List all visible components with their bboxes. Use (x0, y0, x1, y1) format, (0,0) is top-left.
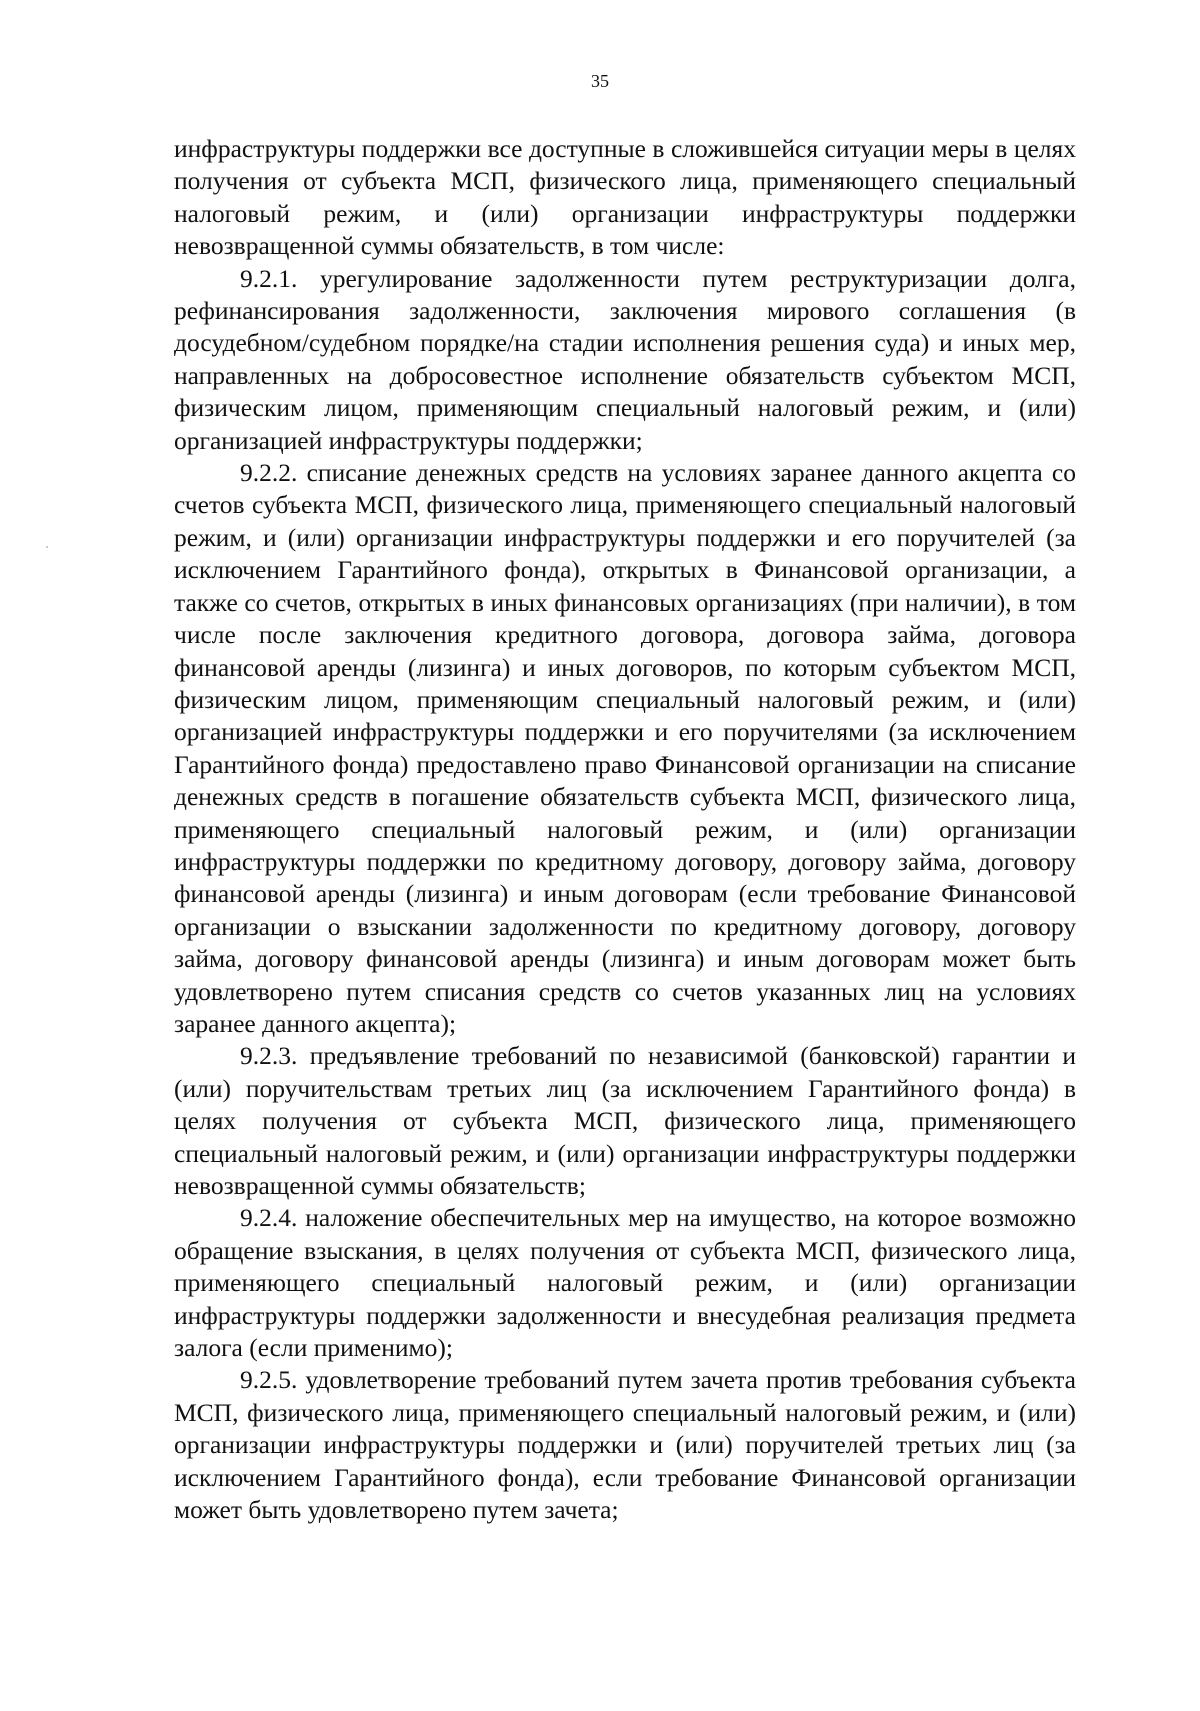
paragraph-continuation: инфраструктуры поддержки все доступные в сложившейся ситуации меры в целях получения от субъекта МСП, физического лица, применяющего специальный налоговый режим, и (или) организации инфраструктуры поддержки невозвращенной суммы обязательств, в том числе: (174, 134, 1076, 261)
paragraph-9-2-1: 9.2.1. урегулирование задолженности путем реструктуризации долга, рефинансирования задолженности, заключения мирового соглашения (в досудебном/судебном порядке/на стадии исполнения решения суда) и иных мер, направленных на добросовестное исполнение обязательств субъектом МСП, физическим лицом, применяющим специальный налоговый режим, и (или) организацией инфраструктуры поддержки; (174, 263, 1076, 455)
page-number: 35 (591, 71, 609, 91)
paragraph-9-2-4: 9.2.4. наложение обеспечительных мер на имущество, на которое возможно обращение взыскания, в целях получения от субъекта МСП, физического лица, применяющего специальный налоговый режим, и (или) организации инфраструктуры поддержки задолженности и внесудебная реализация предмета залога (если применимо); (174, 1203, 1076, 1363)
paragraph-9-2-2: 9.2.2. списание денежных средств на условиях заранее данного акцепта со счетов субъекта МСП, физического лица, применяющего специальный налоговый режим, и (или) организации инфраструктуры поддержки и его поручителей (за исключением Гарантийного фонда), открытых в Финансовой организации, а также со счетов, открытых в иных финансовых организациях (при наличии), в том числе после заключения кредитного договора, договора займа, договора финансовой аренды (лизинга) и иных договоров, по которым субъектом МСП, физическим лицом, применяющим специальный налоговый режим, и (или) организацией инфраструктуры поддержки и его поручителями (за исключением Гарантийного фонда) предоставлено право Финансовой организации на списание денежных средств в погашение обязательств субъекта МСП, физического лица, применяющего специальный налоговый режим, и (или) организации инфраструктуры поддержки по кредитному договору, договору займа, договору финансовой аренды (лизинга) и иным договорам (если требование Финансовой организации о взыскании задолженности по кредитному договору, договору займа, договору финансовой аренды (лизинга) и иным договорам может быть удовлетворено путем списания средств со счетов указанных лиц на условиях заранее данного акцепта); (174, 458, 1076, 1038)
scan-speck (46, 546, 48, 548)
paragraph-9-2-5: 9.2.5. удовлетворение требований путем зачета против требования субъекта МСП, физического лица, применяющего специальный налоговый режим, и (или) организации инфраструктуры поддержки и (или) поручителей третьих лиц (за исключением Гарантийного фонда), если требование Финансовой организации может быть удовлетворено путем зачета; (174, 1365, 1076, 1525)
document-body (174, 133, 1076, 1526)
paragraph-9-2-3: 9.2.3. предъявление требований по независимой (банковской) гарантии и (или) поручительствам третьих лиц (за исключением Гарантийного фонда) в целях получения от субъекта МСП, физического лица, применяющего специальный налоговый режим, и (или) организации инфраструктуры поддержки невозвращенной суммы обязательств; (174, 1041, 1076, 1200)
